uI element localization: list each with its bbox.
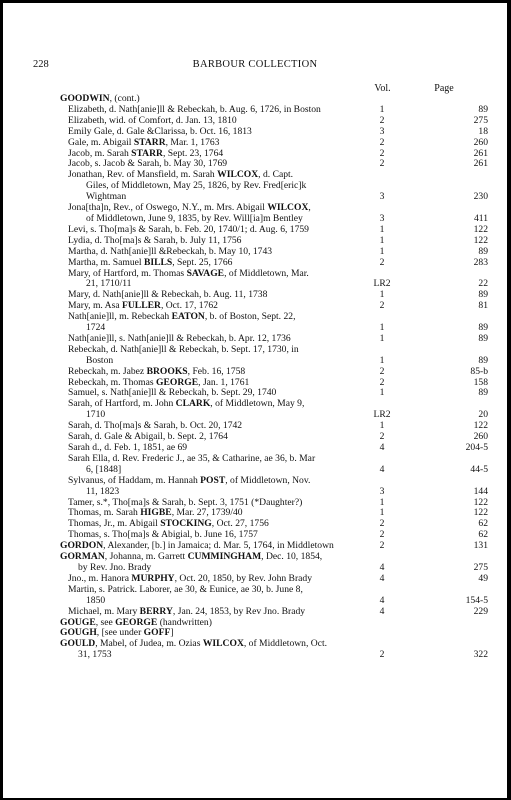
entry-volume: 1 bbox=[379, 507, 385, 519]
entry-page: 49 bbox=[478, 572, 488, 584]
entry-volume: 1 bbox=[379, 387, 385, 399]
entry-text: GOULD, Mabel, of Judea, m. Ozias WILCOX, of Middletown, Oct. 31, 1753 bbox=[60, 638, 328, 661]
entry-text: Rebeckah, d. Nath[anie]ll & Rebeckah, b. Sept. 17, 1730, in Boston bbox=[68, 343, 299, 366]
entry-text: Sarah, of Hartford, m. John CLARK, of Middletown, May 9, 1710 bbox=[68, 398, 305, 421]
entry-text: Lydia, d. Tho[ma]s & Sarah, b. July 11, 1756 bbox=[68, 234, 242, 246]
page-title: BARBOUR COLLECTION bbox=[192, 59, 318, 70]
entry-text: Nath[anie]ll, m. Rebeckah EATON, b. of Boston, Sept. 22, 1724 bbox=[68, 311, 296, 334]
entry-page: 275 bbox=[473, 114, 488, 126]
entry-row bbox=[60, 399, 488, 421]
entry-page: 122 bbox=[473, 507, 488, 519]
entry-volume: 3 bbox=[379, 212, 385, 224]
entry-row bbox=[60, 367, 488, 378]
entry-text: Elizabeth, wid. of Comfort, d. Jan. 13, 1810 bbox=[68, 114, 237, 126]
entry-volume: LR2 bbox=[373, 409, 391, 421]
entry-volume: 3 bbox=[379, 191, 385, 203]
entry-text: Jonathan, Rev. of Mansfield, m. Sarah WILCOX, d. Capt. Giles, of Middletown, May 25, 1826, by Rev. Fred[eric]k Wightman bbox=[68, 169, 307, 203]
entry-page: 18 bbox=[478, 125, 488, 137]
entry-text: Thomas, s. Tho[ma]s & Abigial, b. June 16, 1757 bbox=[68, 529, 258, 541]
entry-volume: 2 bbox=[379, 649, 385, 661]
entry-volume: 4 bbox=[379, 594, 385, 606]
entry-text: Mary, of Hartford, m. Thomas SAVAGE, of Middletown, Mar. 21, 1710/11 bbox=[68, 267, 309, 290]
entry-page: 89 bbox=[478, 387, 488, 399]
entry-page: 62 bbox=[478, 529, 488, 541]
entry-volume: 3 bbox=[379, 485, 385, 497]
entry-text: Gale, m. Abigail STARR, Mar. 1, 1763 bbox=[68, 136, 220, 148]
entry-page: 89 bbox=[478, 245, 488, 257]
entry-volume: 2 bbox=[379, 300, 385, 312]
entry-volume: 2 bbox=[379, 529, 385, 541]
entry-text: Sarah d., d. Feb. 1, 1851, ae 69 bbox=[68, 442, 188, 453]
entry-text: Elizabeth, d. Nath[anie]ll & Rebeckah, b. Aug. 6, 1726, in Boston bbox=[68, 103, 321, 115]
entry-page: 229 bbox=[473, 605, 488, 617]
entry-row bbox=[60, 476, 488, 498]
entry-page: 85-b bbox=[470, 365, 488, 377]
entry-page: 62 bbox=[478, 518, 488, 530]
entry-page: 81 bbox=[478, 300, 488, 312]
entry-volume: 2 bbox=[379, 518, 385, 530]
entry-page: 89 bbox=[478, 354, 488, 366]
entry-page: 122 bbox=[473, 420, 488, 432]
entry-volume: 2 bbox=[379, 136, 385, 148]
entry-page: 275 bbox=[473, 561, 488, 573]
entry-volume: 2 bbox=[379, 114, 385, 126]
entry-text: Tamer, s.*, Tho[ma]s & Sarah, b. Sept. 3, 1751 (*Daughter?) bbox=[68, 496, 303, 508]
entry-volume: 1 bbox=[379, 354, 385, 366]
entry-page: 122 bbox=[473, 223, 488, 235]
entry-text: Emily Gale, d. Gale &Clarissa, b. Oct. 16, 1813 bbox=[68, 125, 252, 137]
entry-volume: 1 bbox=[379, 289, 385, 301]
entry-row bbox=[60, 585, 488, 607]
entry-page: 89 bbox=[478, 289, 488, 301]
entry-text: Sarah Ella, d. Rev. Frederic J., ae 35, & Catharine, ae 36, b. Mar 6, [1848] bbox=[68, 452, 316, 475]
entry-volume: 2 bbox=[379, 376, 385, 388]
entry-page: 44-5 bbox=[470, 463, 488, 475]
entry-page: 89 bbox=[478, 322, 488, 334]
entry-row bbox=[60, 269, 488, 291]
entry-volume: 1 bbox=[379, 420, 385, 432]
entry-volume: 2 bbox=[379, 540, 385, 552]
entry-volume: 4 bbox=[379, 463, 385, 475]
entry-volume: 4 bbox=[379, 561, 385, 573]
entry-text: Jacob, s. Jacob & Sarah, b. May 30, 1769 bbox=[68, 158, 228, 170]
entry-volume: 3 bbox=[379, 125, 385, 137]
entry-volume: 1 bbox=[379, 234, 385, 246]
entry-row bbox=[60, 138, 488, 149]
entry-text: Mary, m. Asa FULLER, Oct. 17, 1762 bbox=[68, 300, 218, 312]
entry-page: 154-5 bbox=[465, 594, 488, 606]
entry-text: Martha, m. Samuel BILLS, Sept. 25, 1766 bbox=[68, 256, 233, 268]
entry-text: GORDON, Alexander, [b.] in Jamaica; d. Mar. 5, 1764, in Middletown bbox=[60, 540, 334, 552]
entry-volume: 2 bbox=[379, 365, 385, 377]
entry-text: GORMAN, Johanna, m. Garrett CUMMINGHAM, Dec. 10, 1854, by Rev. Jno. Brady bbox=[60, 551, 323, 573]
entry-row bbox=[60, 258, 488, 269]
entry-volume: 4 bbox=[379, 605, 385, 617]
entry-volume: 2 bbox=[379, 256, 385, 268]
entry-text: Sylvanus, of Haddam, m. Hannah POST, of Middletown, Nov. 11, 1823 bbox=[68, 474, 311, 497]
entry-text: Jno., m. Hanora MURPHY, Oct. 20, 1850, by Rev. John Brady bbox=[68, 572, 313, 584]
entry-page: 144 bbox=[473, 485, 488, 497]
entry-page: 122 bbox=[473, 496, 488, 508]
entry-row bbox=[60, 127, 488, 138]
entry-row bbox=[60, 454, 488, 476]
page-header bbox=[33, 59, 477, 73]
entry-page: 22 bbox=[478, 278, 488, 290]
entry-row bbox=[60, 552, 488, 574]
entry-text: Mary, d. Nath[anie]ll & Rebeckah, b. Aug. 11, 1738 bbox=[68, 289, 268, 301]
entry-volume: 1 bbox=[379, 332, 385, 344]
entry-row bbox=[60, 203, 488, 225]
entry-text: GOUGH, [see under GOFF] bbox=[60, 627, 174, 639]
entry-row bbox=[60, 639, 488, 661]
page-column-header: Page bbox=[434, 83, 454, 94]
entry-page: 230 bbox=[473, 191, 488, 203]
entry-volume: 1 bbox=[379, 245, 385, 257]
entry-volume: 1 bbox=[379, 322, 385, 334]
entry-volume: 1 bbox=[379, 223, 385, 235]
entry-text: Samuel, s. Nath[anie]ll & Rebeckah, b. Sept. 29, 1740 bbox=[68, 387, 277, 399]
entry-text: GOODWIN, (cont.) bbox=[60, 93, 140, 104]
entry-text: Sarah, d. Tho[ma]s & Sarah, b. Oct. 20, 1742 bbox=[68, 420, 243, 432]
entry-text: Martha, d. Nath[anie]ll &Rebeckah, b. May 10, 1743 bbox=[68, 245, 273, 257]
entry-volume: 4 bbox=[379, 572, 385, 584]
entry-page: 283 bbox=[473, 256, 488, 268]
entry-row bbox=[60, 345, 488, 367]
entry-volume: 2 bbox=[379, 158, 385, 170]
entry-volume: 1 bbox=[379, 496, 385, 508]
entry-page: 158 bbox=[473, 376, 488, 388]
entry-text: Nath[anie]ll, s. Nath[anie]ll & Rebeckah, b. Apr. 12, 1736 bbox=[68, 332, 291, 344]
entry-text: Jona[tha]n, Rev., of Oswego, N.Y., m. Mrs. Abigail WILCOX, of Middletown, June 9, 1835, by Rev. Will[ia]m Bentley bbox=[68, 202, 311, 224]
entry-text: Jacob, m. Sarah STARR, Sept. 23, 1764 bbox=[68, 147, 224, 159]
entry-page: 261 bbox=[473, 147, 488, 159]
entry-page: 260 bbox=[473, 431, 488, 443]
entry-text: Sarah, d. Gale & Abigail, b. Sept. 2, 1764 bbox=[68, 431, 228, 443]
entry-page: 89 bbox=[478, 103, 488, 115]
entry-page: 261 bbox=[473, 158, 488, 170]
entry-row bbox=[60, 247, 488, 258]
page-number: 228 bbox=[33, 59, 49, 70]
entry-page: 260 bbox=[473, 136, 488, 148]
entry-page: 89 bbox=[478, 332, 488, 344]
entry-volume: 4 bbox=[379, 442, 385, 453]
entry-volume: 2 bbox=[379, 147, 385, 159]
entry-page: 204-5 bbox=[465, 442, 488, 453]
entry-page: 20 bbox=[478, 409, 488, 421]
entry-page: 122 bbox=[473, 234, 488, 246]
entry-page: 322 bbox=[473, 649, 488, 661]
entry-volume: 2 bbox=[379, 431, 385, 443]
entry-text: Thomas, Jr., m. Abigail STOCKING, Oct. 27, 1756 bbox=[68, 518, 269, 530]
entry-text: Thomas, m. Sarah HIGBE, Mar. 27, 1739/40 bbox=[68, 507, 243, 519]
entry-page: 131 bbox=[473, 540, 488, 552]
entry-text: GOUGE, see GEORGE (handwritten) bbox=[60, 616, 212, 628]
entry-text: Rebeckah, m. Jabez BROOKS, Feb. 16, 1758 bbox=[68, 365, 246, 377]
entry-row bbox=[60, 170, 488, 203]
vol-column-header: Vol. bbox=[374, 83, 391, 94]
entry-text: Rebeckah, m. Thomas GEORGE, Jan. 1, 1761 bbox=[68, 376, 250, 388]
entry-page: 411 bbox=[473, 212, 488, 224]
document-page bbox=[3, 3, 507, 798]
entry-text: Levi, s. Tho[ma]s & Sarah, b. Feb. 20, 1740/1; d. Aug. 6, 1759 bbox=[68, 223, 309, 235]
entry-text: Martin, s. Patrick. Laborer, ae 30, & Eunice, ae 30, b. June 8, 1850 bbox=[68, 583, 303, 606]
entry-list bbox=[60, 94, 488, 661]
entry-volume: LR2 bbox=[373, 278, 391, 290]
entry-text: Michael, m. Mary BERRY, Jan. 24, 1853, by Rev Jno. Brady bbox=[68, 605, 306, 617]
entry-volume: 1 bbox=[379, 103, 385, 115]
entry-row bbox=[60, 312, 488, 334]
